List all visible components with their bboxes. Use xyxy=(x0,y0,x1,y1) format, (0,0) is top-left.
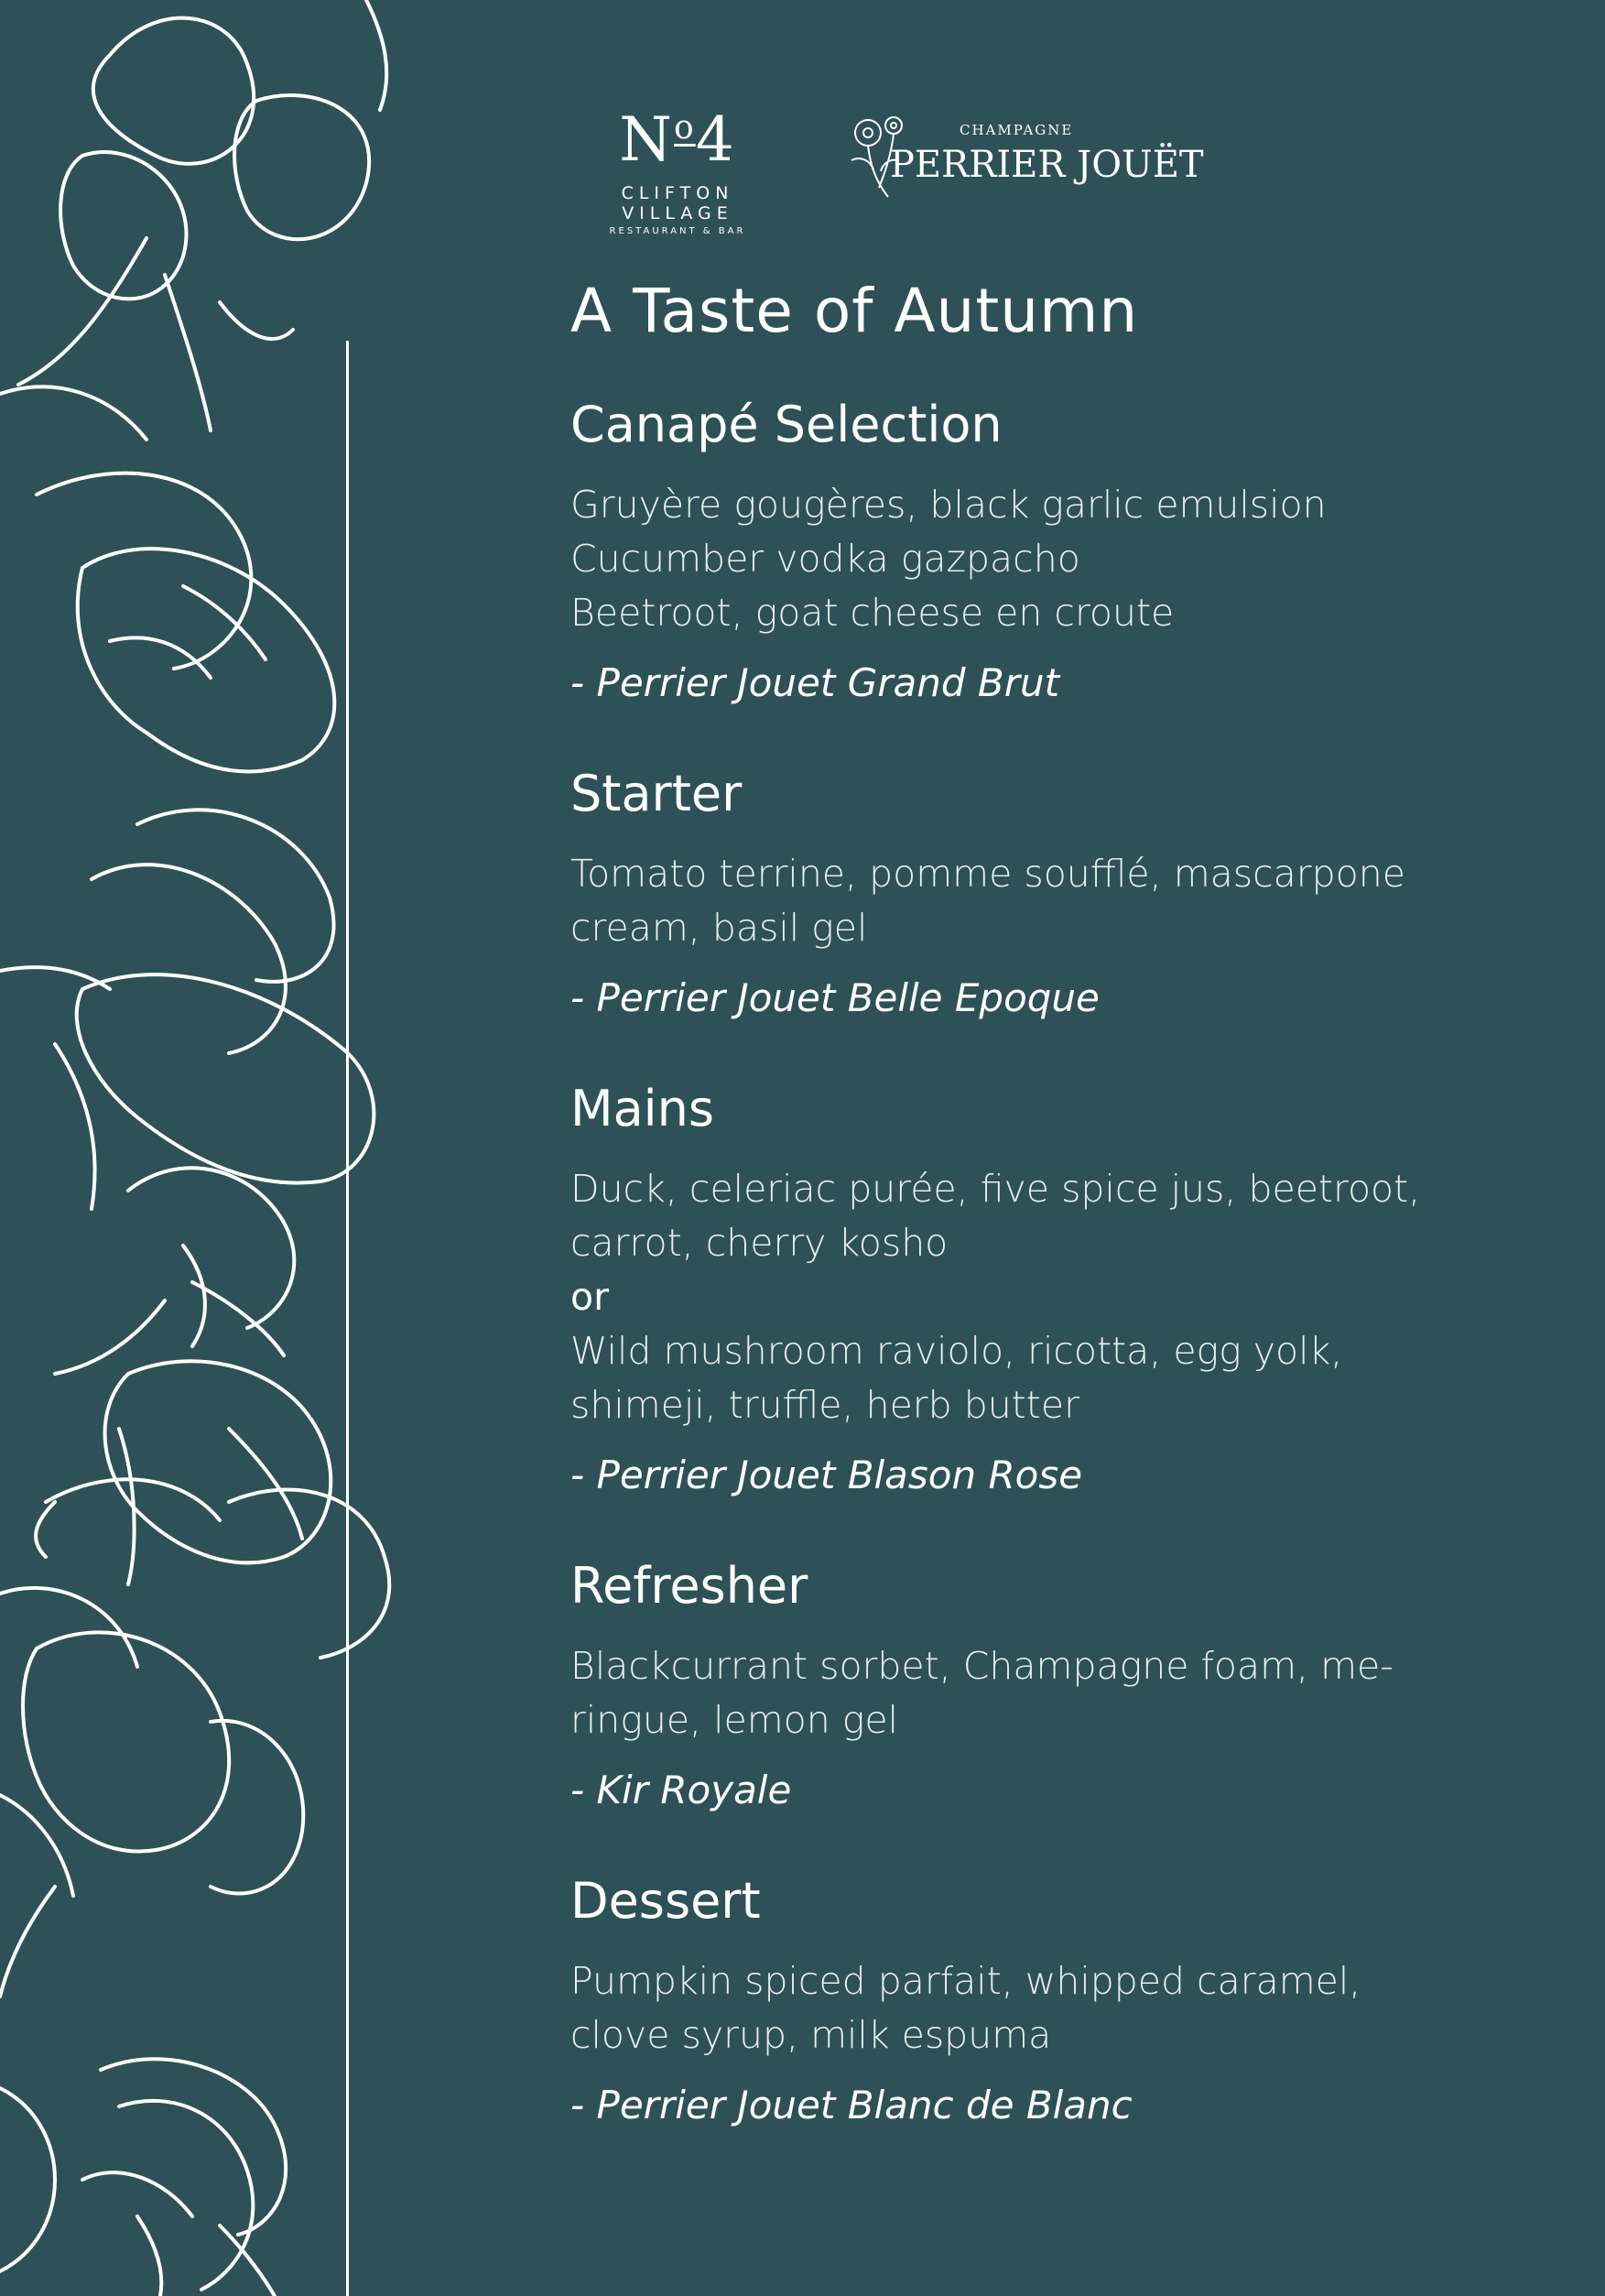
wine-pairing: - Perrier Jouet Blason Rose xyxy=(570,1453,1083,1497)
wine-pairing: - Perrier Jouet Grand Brut xyxy=(570,660,1060,705)
section-title: Mains xyxy=(570,1080,715,1137)
dish-line: Cucumber vodka gazpacho xyxy=(570,537,1080,581)
section-mains xyxy=(570,1080,1541,1502)
or-divider: or xyxy=(570,1275,609,1319)
dish-line: shimeji, truffle, herb butter xyxy=(570,1383,1079,1427)
wine-pairing: - Perrier Jouet Blanc de Blanc xyxy=(570,2083,1133,2127)
no4-name: CLIFTON VILLAGE xyxy=(621,183,734,223)
section-title: Starter xyxy=(570,765,743,822)
wine-pairing: - Kir Royale xyxy=(570,1768,792,1812)
dish-line: Beetroot, goat cheese en croute xyxy=(570,591,1175,635)
pj-champagne-label: CHAMPAGNE xyxy=(960,122,1074,138)
perrier-jouet-logo xyxy=(842,103,1204,204)
section-title: Dessert xyxy=(570,1872,761,1930)
vertical-rule xyxy=(346,341,349,2296)
section-canape xyxy=(570,396,1541,710)
dish-line: Tomato terrine, pomme soufflé, mascarpone xyxy=(570,852,1405,896)
menu-title: A Taste of Autumn xyxy=(570,276,1139,346)
section-dessert xyxy=(570,1872,1541,2132)
no4-subtitle: RESTAURANT & BAR xyxy=(609,226,746,236)
no4-logo xyxy=(568,96,787,236)
dish-line: clove syrup, milk espuma xyxy=(570,2013,1052,2057)
dish-line: Pumpkin spiced parfait, whipped caramel, xyxy=(570,1959,1361,2003)
no4-mark: $N^o4$ xyxy=(619,104,736,175)
dish-line: ringue, lemon gel xyxy=(570,1698,898,1742)
dish-line: Gruyère gougères, black garlic emulsion xyxy=(570,483,1327,527)
logo-bar xyxy=(568,96,1204,236)
pj-name: PERRIER JOUËT xyxy=(890,144,1204,186)
dish-line: Wild mushroom raviolo, ricotta, egg yolk, xyxy=(570,1329,1343,1373)
section-refresher xyxy=(570,1557,1541,1817)
cotton-flower-illustration xyxy=(0,0,439,2296)
wine-pairing: - Perrier Jouet Belle Epoque xyxy=(570,975,1100,1020)
dish-line: Blackcurrant sorbet, Champagne foam, me- xyxy=(570,1644,1394,1688)
section-title: Refresher xyxy=(570,1557,808,1615)
dish-line: cream, basil gel xyxy=(570,906,868,950)
menu xyxy=(570,275,1541,2187)
dish-line: carrot, cherry kosho xyxy=(570,1221,949,1265)
dish-line: Duck, celeriac purée, five spice jus, beetroot, xyxy=(570,1167,1421,1211)
section-starter xyxy=(570,765,1541,1025)
section-title: Canapé Selection xyxy=(570,396,1003,453)
